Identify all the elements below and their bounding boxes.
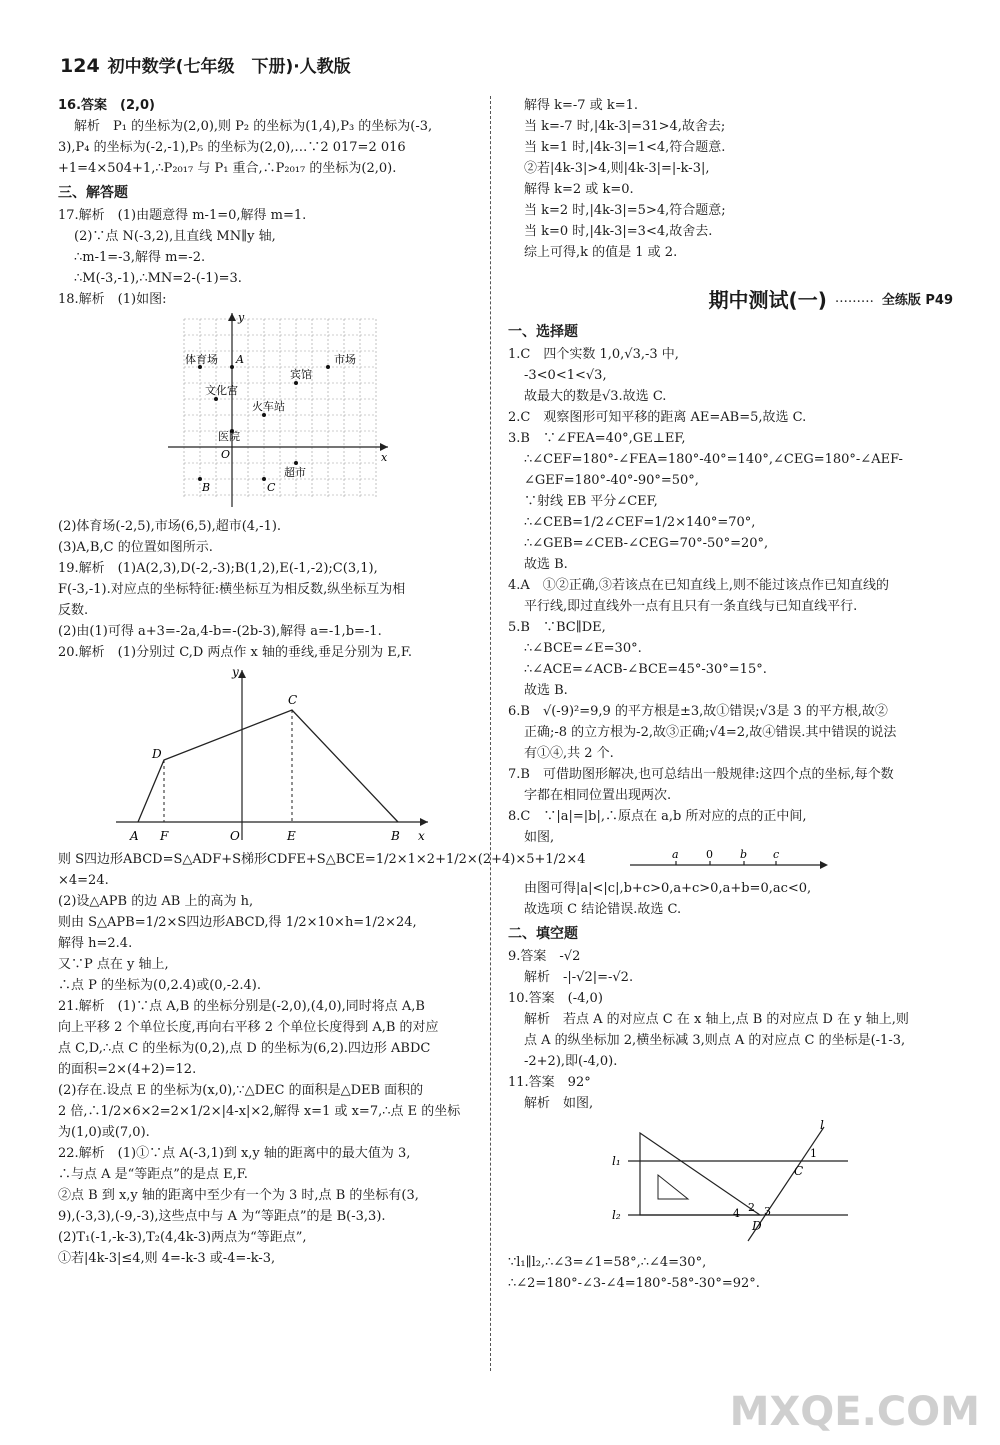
angle-3-label: 3 bbox=[764, 1205, 771, 1218]
q19-line: F(-3,-1).对应点的坐标特征:横坐标互为相反数,纵坐标互为相 bbox=[58, 582, 406, 597]
section-heading: 三、解答题 bbox=[58, 185, 128, 201]
answer-3-line: 故选 B. bbox=[524, 557, 568, 572]
midterm-title: 期中测试(一) bbox=[708, 288, 827, 312]
label-gym: 体育场 bbox=[185, 353, 218, 366]
q18-heading: 18.解析 (1)如图: bbox=[58, 292, 167, 307]
q22-line: (2)T₁(-1,-k-3),T₂(4,4k-3)两点为“等距点”, bbox=[58, 1230, 307, 1245]
q21-line: 2 倍,∴1/2×6×2=2×1/2×|4-x|×2,解得 x=1 或 x=7,∴点 E 的坐标 bbox=[58, 1104, 461, 1119]
answer-5: 5.B ∵BC∥DE, bbox=[508, 620, 606, 635]
q21-line: 向上平移 2 个单位长度,再向右平移 2 个单位长度得到 A,B 的对应 bbox=[58, 1020, 439, 1035]
answer-4: 4.A ①②正确,③若该点在已知直线上,则不能过该点作已知直线的 bbox=[508, 578, 890, 593]
answer-11-line: ∴∠2=180°-∠3-∠4=180°-58°-30°=92°. bbox=[508, 1276, 760, 1291]
answer-7-line: 字都在相同位置出现两次. bbox=[524, 788, 672, 803]
section-heading: 一、选择题 bbox=[508, 324, 578, 340]
q17-line: ∴m-1=-3,解得 m=-2. bbox=[74, 250, 206, 265]
answer-10-line: -2+2),即(-4,0). bbox=[524, 1054, 618, 1069]
answer-6-line: 有①④,共 2 个. bbox=[524, 746, 614, 761]
x-axis-label: x bbox=[418, 829, 425, 843]
q19-line: (2)由(1)可得 a+3=-2a,4-b=-(2b-3),解得 a=-1,b=-1. bbox=[58, 624, 382, 639]
point-E-label: E bbox=[287, 829, 296, 843]
point-A-label: A bbox=[236, 353, 244, 366]
origin-label: O bbox=[221, 448, 231, 461]
q21-line: 的面积=2×(4+2)=12. bbox=[58, 1062, 197, 1077]
q22-line: ②若|4k-3|>4,则|4k-3|=|-k-3|, bbox=[524, 161, 710, 176]
q19-block bbox=[58, 559, 488, 641]
q22-line: 当 k=2 时,|4k-3|=5>4,符合题意; bbox=[524, 203, 726, 218]
y-axis-label: y bbox=[238, 311, 245, 324]
figure-11-parallel-lines bbox=[508, 1115, 953, 1247]
label-zero: 0 bbox=[706, 849, 713, 861]
q18-line: (3)A,B,C 的位置如图所示. bbox=[58, 540, 213, 555]
angle-2-label: 2 bbox=[748, 1201, 755, 1214]
q16-line: 解析 P₁ 的坐标为(2,0),则 P₂ 的坐标为(1,4),P₃ 的坐标为(-3, bbox=[74, 119, 433, 134]
q20-line: 又∵P 点在 y 轴上, bbox=[58, 957, 169, 972]
label-l1: l₁ bbox=[612, 1154, 621, 1168]
answer-7: 7.B 可借助图形解决,也可总结出一般规律:这四个点的坐标,每个数 bbox=[508, 767, 894, 782]
answer-5-line: 故选 B. bbox=[524, 683, 568, 698]
q21-line: 点 C,D,∴点 C 的坐标为(0,2),点 D 的坐标为(6,2).四边形 ABDC bbox=[58, 1041, 431, 1056]
q22-line: 解得 k=-7 或 k=1. bbox=[524, 98, 639, 113]
point-C-label: C bbox=[288, 693, 298, 707]
answer-10-line: 解析 若点 A 的对应点 C 在 x 轴上,点 B 的对应点 D 在 y 轴上,则 bbox=[524, 1012, 909, 1027]
page-header bbox=[60, 52, 351, 77]
q19-line: 19.解析 (1)A(2,3),D(-2,-3);B(1,2),E(-1,-2);C(3,1), bbox=[58, 561, 378, 576]
point-D-label: D bbox=[152, 747, 162, 761]
q21-block bbox=[58, 997, 488, 1142]
label-hospital: 医院 bbox=[218, 430, 240, 443]
book-title: 初中数学(七年级 下册)·人教版 bbox=[107, 57, 351, 77]
q22-line: 22.解析 (1)①∵点 A(-3,1)到 x,y 轴的距离中的最大值为 3, bbox=[58, 1146, 411, 1161]
q17-block bbox=[58, 206, 488, 288]
label-b: b bbox=[740, 849, 748, 861]
answer-3-line: ∴∠GEB=∠CEB-∠CEG=70°-50°=20°, bbox=[524, 536, 769, 551]
y-axis-label: y bbox=[232, 665, 239, 679]
q22-block bbox=[58, 1144, 488, 1268]
answer-3-line: ∴∠CEF=180°-∠FEA=180°-40°=140°,∠CEG=180°-∠AEF- bbox=[524, 452, 903, 467]
q20-heading: 20.解析 (1)分别过 C,D 两点作 x 轴的垂线,垂足分别为 E,F. bbox=[58, 645, 413, 660]
q22-line: ∴与点 A 是“等距点”的是点 E,F. bbox=[58, 1167, 248, 1182]
q22-line: 当 k=0 时,|4k-3|=3<4,故舍去. bbox=[524, 224, 713, 239]
answer-6: 6.B √(-9)²=9,9 的平方根是±3,故①错误;√3是 3 的平方根,故② bbox=[508, 704, 888, 719]
label-c: c bbox=[773, 849, 780, 861]
figure-18-grid-map bbox=[58, 311, 488, 511]
label-l2: l₂ bbox=[612, 1208, 621, 1222]
origin-label: O bbox=[230, 829, 240, 843]
q16-block bbox=[58, 96, 488, 178]
label-a: a bbox=[672, 849, 679, 861]
answer-4-line: 平行线,即过直线外一点有且只有一条直线与已知直线平行. bbox=[524, 599, 858, 614]
answer-8-line: 由图可得|a|<|c|,b+c>0,a+c>0,a+b=0,ac<0, bbox=[524, 881, 812, 896]
angle-1-label: 1 bbox=[810, 1147, 817, 1160]
section-heading: 二、填空题 bbox=[508, 926, 578, 942]
watermark: MXQE.COM bbox=[729, 1389, 980, 1435]
answer-3: 3.B ∵∠FEA=40°,GE⊥EF, bbox=[508, 431, 686, 446]
answer-1-line: 故最大的数是√3.故选 C. bbox=[524, 389, 667, 404]
label-supermarket: 超市 bbox=[284, 466, 306, 479]
answer-8: 8.C ∵|a|=|b|,∴原点在 a,b 所对应的点的正中间, bbox=[508, 809, 807, 824]
answer-6-line: 正确;-8 的立方根为-2,故③正确;√4=2,故④错误.其中错误的说法 bbox=[524, 725, 897, 740]
q22-line: 解得 k=2 或 k=0. bbox=[524, 182, 634, 197]
q20-line: 解得 h=2.4. bbox=[58, 936, 133, 951]
q17-line: ∴M(-3,-1),∴MN=2-(-1)=3. bbox=[74, 271, 242, 286]
q21-line: 21.解析 (1)∵点 A,B 的坐标分别是(-2,0),(4,0),同时将点 A,B bbox=[58, 999, 425, 1014]
answer-8-line: 如图, bbox=[524, 830, 555, 845]
section-title bbox=[508, 284, 953, 313]
point-A-label: A bbox=[130, 829, 139, 843]
q22-line: 综上可得,k 的值是 1 或 2. bbox=[524, 245, 678, 260]
page-number: 124 bbox=[60, 55, 100, 77]
answer-9: 9.答案 -√2 bbox=[508, 949, 581, 964]
q20-line: (2)设△APB 的边 AB 上的高为 h, bbox=[58, 894, 254, 909]
figure-20-quadrilateral bbox=[58, 664, 488, 844]
q17-line: (2)∵点 N(-3,2),且直线 MN∥y 轴, bbox=[74, 229, 276, 244]
q22-continued bbox=[508, 96, 953, 262]
label-market: 市场 bbox=[334, 353, 356, 366]
answer-11-line: ∵l₁∥l₂,∴∠3=∠1=58°,∴∠4=30°, bbox=[508, 1255, 707, 1270]
title-leader-dots: ……… bbox=[834, 291, 874, 306]
q22-line: 9),(-3,3),(-9,-3),这些点中与 A 为“等距点”的是 B(-3,3). bbox=[58, 1209, 386, 1224]
answer-1: 1.C 四个实数 1,0,√3,-3 中, bbox=[508, 347, 679, 362]
angle-4-label: 4 bbox=[733, 1207, 740, 1220]
answer-2: 2.C 观察图形可知平移的距离 AE=AB=5,故选 C. bbox=[508, 410, 807, 425]
q20-line: 则由 S△APB=1/2×S四边形ABCD,得 1/2×10×h=1/2×24, bbox=[58, 915, 417, 930]
set-square bbox=[640, 1133, 760, 1215]
point-B-label: B bbox=[202, 481, 211, 494]
q19-line: 反数. bbox=[58, 603, 89, 618]
answer-3-line: ∠GEF=180°-40°-90°=50°, bbox=[524, 473, 699, 488]
point-D-label: D bbox=[752, 1219, 762, 1233]
q20-line: ×4=24. bbox=[58, 873, 109, 888]
answer-5-line: ∴∠ACE=∠ACB-∠BCE=45°-30°=15°. bbox=[524, 662, 767, 677]
q21-line: 为(1,0)或(7,0). bbox=[58, 1125, 150, 1140]
q16-line: +1=4×504+1,∴P₂₀₁₇ 与 P₁ 重合,∴P₂₀₁₇ 的坐标为(2,0). bbox=[58, 161, 397, 176]
point-B-label: B bbox=[391, 829, 400, 843]
answer-1-line: -3<0<1<√3, bbox=[524, 368, 607, 383]
label-palace: 文化宫 bbox=[205, 384, 238, 397]
answer-10-line: 点 A 的纵坐标加 2,横坐标减 3,则点 A 的对应点 C 的坐标是(-1-3, bbox=[524, 1033, 906, 1048]
q22-line: ①若|4k-3|≤4,则 4=-k-3 或-4=-k-3, bbox=[58, 1251, 276, 1266]
label-hotel: 宾馆 bbox=[290, 368, 312, 381]
q20-line: 则 S四边形ABCD=S△ADF+S梯形CDFE+S△BCE=1/2×1×2+1/2×(2+4)×5+1/2×4 bbox=[58, 852, 586, 867]
answer-3-line: ∵射线 EB 平分∠CEF, bbox=[524, 494, 658, 509]
answer-5-line: ∴∠BCE=∠E=30°. bbox=[524, 641, 642, 656]
answer-11-line: 解析 如图, bbox=[524, 1096, 594, 1111]
label-l: l bbox=[820, 1118, 824, 1132]
quadrilateral-abcd bbox=[138, 710, 398, 822]
q16-answer: 16.答案 (2,0) bbox=[58, 98, 155, 113]
q22-line: ②点 B 到 x,y 轴的距离中至少有一个为 3 时,点 B 的坐标有(3, bbox=[58, 1188, 419, 1203]
q17-line: 17.解析 (1)由题意得 m-1=0,解得 m=1. bbox=[58, 208, 307, 223]
answer-10: 10.答案 (-4,0) bbox=[508, 991, 603, 1006]
number-line-figure bbox=[508, 849, 953, 873]
q22-line: 当 k=-7 时,|4k-3|=31>4,故舍去; bbox=[524, 119, 726, 134]
page-reference: 全练版 P49 bbox=[881, 293, 953, 308]
point-C-label: C bbox=[794, 1164, 804, 1178]
answer-3-line: ∴∠CEB=1/2∠CEF=1/2×140°=70°, bbox=[524, 515, 756, 530]
point-C-label: C bbox=[267, 481, 276, 494]
label-station: 火车站 bbox=[252, 400, 285, 413]
answer-11: 11.答案 92° bbox=[508, 1075, 591, 1090]
q22-line: 当 k=1 时,|4k-3|=1<4,符合题意. bbox=[524, 140, 726, 155]
answer-9-line: 解析 -|-√2|=-√2. bbox=[524, 970, 634, 985]
column-divider bbox=[490, 96, 491, 1371]
q20-line: ∴点 P 的坐标为(0,2.4)或(0,-2.4). bbox=[58, 978, 261, 993]
point-F-label: F bbox=[160, 829, 169, 843]
answer-8-line: 故选项 C 结论错误.故选 C. bbox=[524, 902, 682, 917]
x-axis-label: x bbox=[381, 451, 388, 464]
q21-line: (2)存在.设点 E 的坐标为(x,0),∵△DEC 的面积是△DEB 面积的 bbox=[58, 1083, 424, 1098]
q18-line: (2)体育场(-2,5),市场(6,5),超市(4,-1). bbox=[58, 519, 282, 534]
q16-line: 3),P₄ 的坐标为(-2,-1),P₅ 的坐标为(2,0),…∵2 017=2 016 bbox=[58, 140, 406, 155]
right-column bbox=[508, 94, 953, 1295]
